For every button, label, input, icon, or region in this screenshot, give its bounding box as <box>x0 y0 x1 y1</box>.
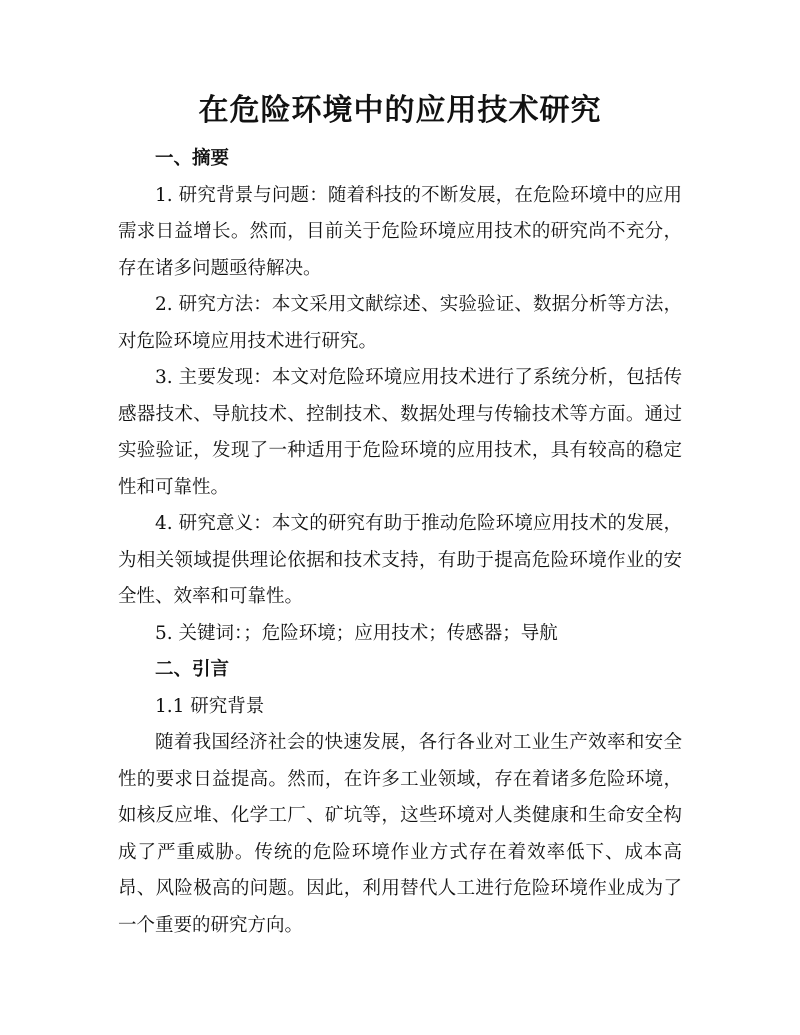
subsection-heading-background: 1.1 研究背景 <box>155 695 265 717</box>
document-body <box>118 141 682 944</box>
paragraph-keywords: 5. 关键词：；危险环境；应用技术；传感器；导航 <box>155 622 558 644</box>
paragraph-findings: 3. 主要发现：本文对危险环境应用技术进行了系统分析，包括传感器技术、导航技术、控制技术、数据处理与传输技术等方面。通过实验验证，发现了一种适用于危险环境的应用技术，具有较高的稳定性和可靠性。 <box>118 367 682 498</box>
paragraph-methods: 2. 研究方法：本文采用文献综述、实验验证、数据分析等方法，对危险环境应用技术进行研究。 <box>118 294 682 352</box>
section-heading-abstract: 一、摘要 <box>155 148 230 169</box>
paragraph-significance: 4. 研究意义：本文的研究有助于推动危险环境应用技术的发展，为相关领域提供理论依据和技术支持，有助于提高危险环境作业的安全性、效率和可靠性。 <box>118 513 682 607</box>
document-title: 在危险环境中的应用技术研究 <box>198 93 602 128</box>
paragraph-intro-background: 随着我国经济社会的快速发展，各行各业对工业生产效率和安全性的要求日益提高。然而，在许多工业领域，存在着诸多危险环境，如核反应堆、化学工厂、矿坑等，这些环境对人类健康和生命安全构成了严重威胁。传统的危险环境作业方式存在着效率低下、成本高昂、风险极高的问题。因此，利用替代人工进行危险环境作业成为了一个重要的研究方向。 <box>118 732 682 936</box>
section-heading-introduction: 二、引言 <box>155 659 230 680</box>
paragraph-background: 1. 研究背景与问题：随着科技的不断发展，在危险环境中的应用需求日益增长。然而，目前关于危险环境应用技术的研究尚不充分，存在诸多问题亟待解决。 <box>118 184 682 279</box>
